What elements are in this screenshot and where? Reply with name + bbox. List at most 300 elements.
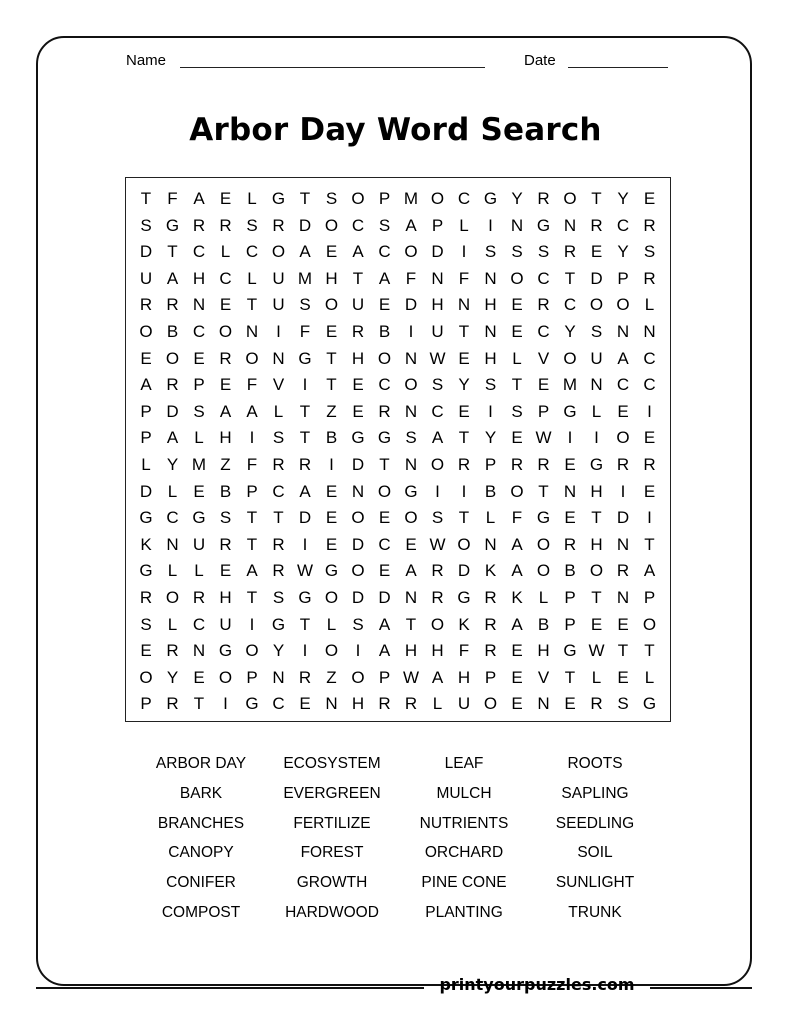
- grid-letter[interactable]: E: [325, 242, 338, 262]
- grid-letter[interactable]: D: [351, 455, 365, 474]
- grid-letter[interactable]: P: [246, 667, 258, 687]
- grid-letter[interactable]: H: [457, 667, 471, 687]
- grid-letter[interactable]: E: [511, 667, 523, 687]
- grid-letter[interactable]: O: [324, 588, 339, 607]
- grid-letter[interactable]: C: [616, 215, 630, 235]
- grid-letter[interactable]: R: [484, 588, 497, 607]
- grid-letter[interactable]: G: [139, 508, 153, 528]
- grid-letter[interactable]: R: [431, 588, 444, 607]
- grid-letter[interactable]: I: [249, 428, 255, 448]
- grid-letter[interactable]: M: [297, 268, 313, 288]
- grid-letter[interactable]: C: [643, 348, 656, 368]
- grid-letter[interactable]: D: [298, 215, 312, 235]
- grid-letter[interactable]: E: [219, 295, 232, 315]
- grid-letter[interactable]: Y: [166, 455, 179, 474]
- grid-letter[interactable]: R: [219, 215, 232, 235]
- grid-letter[interactable]: O: [536, 534, 551, 554]
- grid-letter[interactable]: N: [272, 667, 285, 687]
- grid-letter[interactable]: U: [272, 268, 285, 288]
- grid-letter[interactable]: S: [140, 614, 152, 634]
- grid-letter[interactable]: H: [219, 588, 232, 607]
- grid-letter[interactable]: I: [302, 534, 308, 554]
- grid-letter[interactable]: E: [537, 375, 550, 395]
- grid-letter[interactable]: N: [484, 534, 497, 554]
- grid-letter[interactable]: E: [590, 614, 603, 634]
- grid-letter[interactable]: N: [192, 641, 206, 661]
- grid-letter[interactable]: A: [352, 242, 364, 262]
- grid-letter[interactable]: G: [404, 481, 418, 501]
- grid-letter[interactable]: C: [616, 375, 630, 395]
- grid-letter[interactable]: R: [537, 455, 550, 474]
- grid-letter[interactable]: H: [325, 268, 338, 288]
- grid-letter[interactable]: R: [484, 614, 497, 634]
- grid-letter[interactable]: I: [594, 428, 599, 448]
- grid-letter[interactable]: T: [140, 189, 152, 208]
- grid-letter[interactable]: I: [276, 322, 281, 341]
- grid-letter[interactable]: O: [404, 375, 418, 395]
- grid-letter[interactable]: C: [351, 215, 365, 235]
- grid-letter[interactable]: I: [620, 481, 626, 501]
- grid-letter[interactable]: T: [246, 534, 258, 554]
- grid-letter[interactable]: I: [488, 401, 493, 421]
- grid-letter[interactable]: P: [484, 455, 497, 474]
- grid-letter[interactable]: N: [351, 481, 365, 501]
- grid-letter[interactable]: W: [402, 667, 420, 687]
- grid-letter[interactable]: O: [245, 348, 259, 368]
- grid-letter[interactable]: L: [273, 401, 284, 421]
- grid-letter[interactable]: E: [511, 428, 523, 448]
- grid-letter[interactable]: L: [167, 481, 178, 501]
- grid-letter[interactable]: O: [642, 614, 657, 634]
- grid-letter[interactable]: T: [538, 481, 549, 501]
- grid-letter[interactable]: R: [272, 561, 285, 581]
- grid-letter[interactable]: U: [431, 322, 444, 341]
- grid-letter[interactable]: O: [404, 508, 418, 528]
- grid-letter[interactable]: O: [139, 322, 153, 341]
- grid-letter[interactable]: G: [298, 588, 312, 607]
- name-field-line[interactable]: [180, 67, 485, 68]
- grid-letter[interactable]: R: [537, 189, 550, 208]
- grid-letter[interactable]: G: [165, 215, 180, 235]
- grid-letter[interactable]: A: [246, 561, 258, 581]
- grid-letter[interactable]: R: [616, 455, 630, 474]
- grid-letter[interactable]: E: [405, 534, 417, 554]
- grid-letter[interactable]: T: [167, 242, 178, 262]
- grid-letter[interactable]: S: [378, 215, 391, 235]
- grid-letter[interactable]: A: [299, 242, 311, 262]
- grid-letter[interactable]: B: [484, 481, 497, 501]
- grid-letter[interactable]: R: [378, 694, 391, 714]
- grid-letter[interactable]: C: [643, 375, 656, 395]
- grid-letter[interactable]: R: [139, 588, 153, 607]
- grid-letter[interactable]: I: [355, 641, 361, 661]
- grid-letter[interactable]: H: [590, 534, 603, 554]
- grid-letter[interactable]: S: [511, 401, 523, 421]
- grid-letter[interactable]: O: [563, 348, 577, 368]
- grid-letter[interactable]: N: [563, 215, 577, 235]
- grid-letter[interactable]: P: [140, 694, 152, 714]
- grid-letter[interactable]: D: [378, 588, 391, 607]
- grid-letter[interactable]: D: [298, 508, 312, 528]
- grid-letter[interactable]: D: [431, 242, 444, 262]
- grid-letter[interactable]: A: [378, 641, 391, 661]
- grid-letter[interactable]: E: [325, 481, 338, 501]
- grid-letter[interactable]: O: [218, 322, 233, 341]
- grid-letter[interactable]: H: [192, 268, 206, 288]
- grid-letter[interactable]: R: [166, 295, 179, 315]
- grid-letter[interactable]: L: [194, 428, 204, 448]
- grid-letter[interactable]: E: [458, 401, 470, 421]
- grid-letter[interactable]: E: [352, 401, 364, 421]
- grid-letter[interactable]: R: [563, 242, 577, 262]
- grid-letter[interactable]: T: [564, 667, 576, 687]
- grid-letter[interactable]: B: [564, 561, 576, 581]
- grid-letter[interactable]: D: [139, 242, 153, 262]
- grid-letter[interactable]: R: [166, 641, 179, 661]
- grid-letter[interactable]: L: [326, 614, 337, 634]
- grid-letter[interactable]: W: [429, 534, 446, 554]
- grid-letter[interactable]: A: [299, 481, 311, 501]
- grid-letter[interactable]: V: [272, 375, 285, 395]
- grid-letter[interactable]: G: [589, 455, 604, 474]
- grid-letter[interactable]: S: [590, 322, 603, 341]
- grid-letter[interactable]: T: [352, 268, 364, 288]
- grid-letter[interactable]: C: [192, 614, 206, 634]
- grid-letter[interactable]: F: [511, 508, 523, 528]
- grid-letter[interactable]: Y: [166, 667, 179, 687]
- grid-letter[interactable]: K: [140, 534, 152, 554]
- grid-letter[interactable]: P: [484, 667, 497, 687]
- grid-letter[interactable]: E: [564, 455, 576, 474]
- grid-letter[interactable]: H: [537, 641, 550, 661]
- grid-letter[interactable]: N: [616, 322, 630, 341]
- grid-letter[interactable]: E: [511, 694, 523, 714]
- grid-letter[interactable]: F: [405, 268, 417, 288]
- date-field-line[interactable]: [568, 67, 668, 68]
- grid-letter[interactable]: S: [272, 428, 285, 448]
- grid-letter[interactable]: B: [537, 614, 550, 634]
- grid-letter[interactable]: E: [299, 694, 311, 714]
- grid-letter[interactable]: E: [564, 508, 576, 528]
- grid-letter[interactable]: P: [378, 667, 391, 687]
- grid-letter[interactable]: T: [246, 508, 258, 528]
- grid-letter[interactable]: C: [431, 401, 444, 421]
- grid-letter[interactable]: A: [643, 561, 656, 581]
- grid-letter[interactable]: E: [219, 189, 232, 208]
- grid-letter[interactable]: R: [272, 215, 285, 235]
- grid-letter[interactable]: R: [272, 534, 285, 554]
- grid-letter[interactable]: K: [458, 614, 470, 634]
- grid-letter[interactable]: T: [591, 189, 602, 208]
- grid-letter[interactable]: T: [591, 588, 602, 607]
- grid-letter[interactable]: N: [616, 534, 630, 554]
- grid-letter[interactable]: R: [298, 455, 312, 474]
- grid-letter[interactable]: N: [404, 401, 418, 421]
- grid-letter[interactable]: G: [271, 614, 286, 634]
- grid-letter[interactable]: T: [246, 295, 258, 315]
- grid-letter[interactable]: M: [562, 375, 578, 395]
- grid-letter[interactable]: D: [351, 534, 365, 554]
- grid-letter[interactable]: N: [563, 481, 577, 501]
- grid-letter[interactable]: L: [141, 455, 151, 474]
- grid-letter[interactable]: D: [404, 295, 418, 315]
- grid-letter[interactable]: F: [167, 189, 178, 208]
- grid-letter[interactable]: E: [511, 322, 523, 341]
- grid-letter[interactable]: O: [324, 295, 339, 315]
- grid-letter[interactable]: D: [166, 401, 179, 421]
- grid-letter[interactable]: U: [139, 268, 153, 288]
- grid-letter[interactable]: R: [590, 215, 603, 235]
- grid-letter[interactable]: S: [272, 588, 285, 607]
- grid-letter[interactable]: S: [484, 242, 497, 262]
- grid-letter[interactable]: L: [220, 242, 231, 262]
- grid-letter[interactable]: E: [378, 561, 391, 581]
- grid-letter[interactable]: R: [537, 295, 550, 315]
- grid-letter[interactable]: F: [246, 375, 258, 395]
- grid-letter[interactable]: B: [219, 481, 232, 501]
- grid-letter[interactable]: L: [432, 694, 443, 714]
- grid-letter[interactable]: T: [246, 588, 258, 607]
- grid-letter[interactable]: I: [647, 508, 652, 528]
- grid-letter[interactable]: R: [643, 215, 656, 235]
- grid-letter[interactable]: Z: [326, 401, 337, 421]
- grid-letter[interactable]: N: [192, 295, 206, 315]
- grid-letter[interactable]: P: [537, 401, 550, 421]
- grid-letter[interactable]: A: [378, 268, 391, 288]
- grid-letter[interactable]: H: [484, 348, 497, 368]
- grid-letter[interactable]: O: [589, 295, 604, 315]
- grid-letter[interactable]: E: [193, 481, 205, 501]
- grid-letter[interactable]: G: [377, 428, 392, 448]
- grid-letter[interactable]: O: [377, 481, 392, 501]
- grid-letter[interactable]: L: [459, 215, 469, 235]
- grid-letter[interactable]: O: [218, 667, 233, 687]
- grid-letter[interactable]: R: [192, 588, 206, 607]
- grid-letter[interactable]: E: [617, 401, 629, 421]
- grid-letter[interactable]: N: [404, 348, 418, 368]
- grid-letter[interactable]: S: [617, 694, 629, 714]
- grid-letter[interactable]: R: [219, 534, 232, 554]
- grid-letter[interactable]: E: [617, 614, 629, 634]
- grid-letter[interactable]: I: [408, 322, 414, 341]
- grid-letter[interactable]: A: [405, 215, 417, 235]
- grid-letter[interactable]: E: [325, 508, 338, 528]
- grid-letter[interactable]: I: [567, 428, 573, 448]
- grid-letter[interactable]: K: [484, 561, 497, 581]
- grid-letter[interactable]: T: [458, 428, 470, 448]
- grid-letter[interactable]: N: [484, 322, 497, 341]
- grid-letter[interactable]: T: [644, 641, 655, 661]
- grid-letter[interactable]: R: [643, 455, 656, 474]
- grid-letter[interactable]: S: [431, 508, 444, 528]
- grid-letter[interactable]: O: [616, 295, 630, 315]
- grid-letter[interactable]: O: [377, 348, 392, 368]
- grid-letter[interactable]: E: [378, 508, 391, 528]
- grid-letter[interactable]: A: [511, 561, 523, 581]
- grid-letter[interactable]: Y: [617, 242, 629, 262]
- grid-letter[interactable]: C: [245, 242, 259, 262]
- grid-letter[interactable]: S: [537, 242, 550, 262]
- grid-letter[interactable]: T: [564, 268, 576, 288]
- grid-letter[interactable]: L: [167, 614, 178, 634]
- grid-letter[interactable]: P: [564, 588, 576, 607]
- grid-letter[interactable]: G: [271, 189, 286, 208]
- grid-letter[interactable]: L: [644, 667, 655, 687]
- grid-letter[interactable]: H: [590, 481, 603, 501]
- grid-letter[interactable]: E: [193, 667, 205, 687]
- grid-letter[interactable]: V: [537, 667, 550, 687]
- grid-letter[interactable]: Y: [484, 428, 497, 448]
- grid-letter[interactable]: O: [351, 561, 365, 581]
- grid-letter[interactable]: P: [378, 189, 391, 208]
- grid-letter[interactable]: H: [431, 641, 444, 661]
- grid-letter[interactable]: A: [193, 189, 205, 208]
- grid-letter[interactable]: T: [299, 614, 311, 634]
- grid-letter[interactable]: T: [326, 375, 337, 395]
- grid-letter[interactable]: C: [192, 242, 206, 262]
- grid-letter[interactable]: G: [563, 401, 577, 421]
- grid-letter[interactable]: S: [325, 189, 338, 208]
- grid-letter[interactable]: W: [535, 428, 552, 448]
- grid-letter[interactable]: O: [324, 215, 339, 235]
- grid-letter[interactable]: L: [194, 561, 204, 581]
- grid-letter[interactable]: T: [405, 614, 417, 634]
- grid-letter[interactable]: A: [378, 614, 391, 634]
- grid-letter[interactable]: P: [431, 215, 444, 235]
- grid-letter[interactable]: N: [245, 322, 259, 341]
- grid-letter[interactable]: A: [511, 614, 523, 634]
- grid-letter[interactable]: G: [483, 189, 498, 208]
- grid-letter[interactable]: G: [536, 215, 551, 235]
- grid-letter[interactable]: P: [140, 428, 152, 448]
- grid-letter[interactable]: L: [247, 189, 257, 208]
- grid-letter[interactable]: C: [537, 268, 550, 288]
- grid-letter[interactable]: A: [405, 561, 417, 581]
- grid-letter[interactable]: Z: [326, 667, 337, 687]
- grid-letter[interactable]: G: [218, 641, 233, 661]
- grid-letter[interactable]: R: [510, 455, 524, 474]
- grid-letter[interactable]: C: [166, 508, 179, 528]
- grid-letter[interactable]: A: [511, 534, 523, 554]
- grid-letter[interactable]: G: [245, 694, 259, 714]
- grid-letter[interactable]: S: [405, 428, 417, 448]
- grid-letter[interactable]: E: [590, 242, 603, 262]
- grid-letter[interactable]: H: [351, 348, 365, 368]
- grid-letter[interactable]: C: [272, 694, 285, 714]
- grid-letter[interactable]: O: [351, 667, 365, 687]
- grid-letter[interactable]: E: [643, 481, 656, 501]
- grid-letter[interactable]: I: [488, 215, 493, 235]
- grid-letter[interactable]: H: [219, 428, 232, 448]
- grid-letter[interactable]: P: [564, 614, 576, 634]
- grid-letter[interactable]: N: [166, 534, 179, 554]
- grid-letter[interactable]: A: [246, 401, 258, 421]
- grid-letter[interactable]: C: [272, 481, 285, 501]
- grid-letter[interactable]: S: [352, 614, 364, 634]
- grid-letter[interactable]: C: [457, 189, 471, 208]
- grid-letter[interactable]: I: [461, 481, 467, 501]
- grid-letter[interactable]: O: [430, 189, 445, 208]
- grid-letter[interactable]: E: [140, 641, 152, 661]
- grid-letter[interactable]: I: [647, 401, 652, 421]
- grid-letter[interactable]: O: [483, 694, 498, 714]
- grid-letter[interactable]: L: [167, 561, 178, 581]
- grid-letter[interactable]: L: [644, 295, 655, 315]
- grid-letter[interactable]: S: [299, 295, 311, 315]
- grid-letter[interactable]: G: [298, 348, 312, 368]
- grid-letter[interactable]: N: [510, 215, 524, 235]
- grid-letter[interactable]: U: [457, 694, 471, 714]
- grid-letter[interactable]: T: [644, 534, 655, 554]
- grid-letter[interactable]: N: [616, 588, 630, 607]
- grid-letter[interactable]: O: [351, 508, 365, 528]
- grid-letter[interactable]: G: [457, 588, 471, 607]
- grid-letter[interactable]: N: [272, 348, 285, 368]
- grid-letter[interactable]: E: [219, 375, 232, 395]
- grid-letter[interactable]: P: [643, 588, 656, 607]
- grid-letter[interactable]: S: [643, 242, 656, 262]
- grid-letter[interactable]: I: [329, 455, 334, 474]
- grid-letter[interactable]: G: [351, 428, 365, 448]
- grid-letter[interactable]: S: [246, 215, 258, 235]
- grid-letter[interactable]: D: [351, 588, 365, 607]
- grid-letter[interactable]: R: [351, 322, 365, 341]
- grid-letter[interactable]: T: [299, 189, 311, 208]
- grid-letter[interactable]: G: [192, 508, 206, 528]
- grid-letter[interactable]: O: [271, 242, 286, 262]
- grid-letter[interactable]: C: [192, 322, 206, 341]
- grid-letter[interactable]: R: [139, 295, 153, 315]
- grid-letter[interactable]: H: [351, 694, 365, 714]
- grid-letter[interactable]: O: [510, 481, 524, 501]
- grid-letter[interactable]: R: [166, 375, 179, 395]
- grid-letter[interactable]: E: [564, 694, 576, 714]
- grid-letter[interactable]: O: [563, 189, 577, 208]
- grid-letter[interactable]: L: [485, 508, 496, 528]
- grid-letter[interactable]: O: [457, 534, 471, 554]
- grid-letter[interactable]: L: [538, 588, 549, 607]
- grid-letter[interactable]: P: [617, 268, 629, 288]
- grid-letter[interactable]: I: [249, 614, 255, 634]
- grid-letter[interactable]: G: [536, 508, 551, 528]
- grid-letter[interactable]: E: [193, 348, 205, 368]
- grid-letter[interactable]: C: [378, 242, 391, 262]
- grid-letter[interactable]: E: [458, 348, 470, 368]
- grid-letter[interactable]: E: [511, 295, 523, 315]
- grid-letter[interactable]: O: [324, 641, 339, 661]
- grid-letter[interactable]: E: [643, 189, 656, 208]
- grid-letter[interactable]: R: [272, 455, 285, 474]
- grid-letter[interactable]: O: [589, 561, 604, 581]
- grid-letter[interactable]: D: [139, 481, 153, 501]
- grid-letter[interactable]: R: [219, 348, 232, 368]
- grid-letter[interactable]: R: [404, 694, 418, 714]
- grid-letter[interactable]: E: [325, 322, 338, 341]
- grid-letter[interactable]: L: [591, 401, 602, 421]
- grid-letter[interactable]: D: [616, 508, 630, 528]
- grid-letter[interactable]: N: [404, 455, 418, 474]
- grid-letter[interactable]: K: [511, 588, 523, 607]
- grid-letter[interactable]: O: [404, 242, 418, 262]
- grid-letter[interactable]: O: [536, 561, 551, 581]
- grid-letter[interactable]: G: [642, 694, 657, 714]
- grid-letter[interactable]: T: [299, 428, 311, 448]
- grid-letter[interactable]: C: [219, 268, 232, 288]
- grid-letter[interactable]: S: [511, 242, 523, 262]
- grid-letter[interactable]: E: [352, 375, 364, 395]
- grid-letter[interactable]: F: [458, 268, 470, 288]
- grid-letter[interactable]: U: [351, 295, 365, 315]
